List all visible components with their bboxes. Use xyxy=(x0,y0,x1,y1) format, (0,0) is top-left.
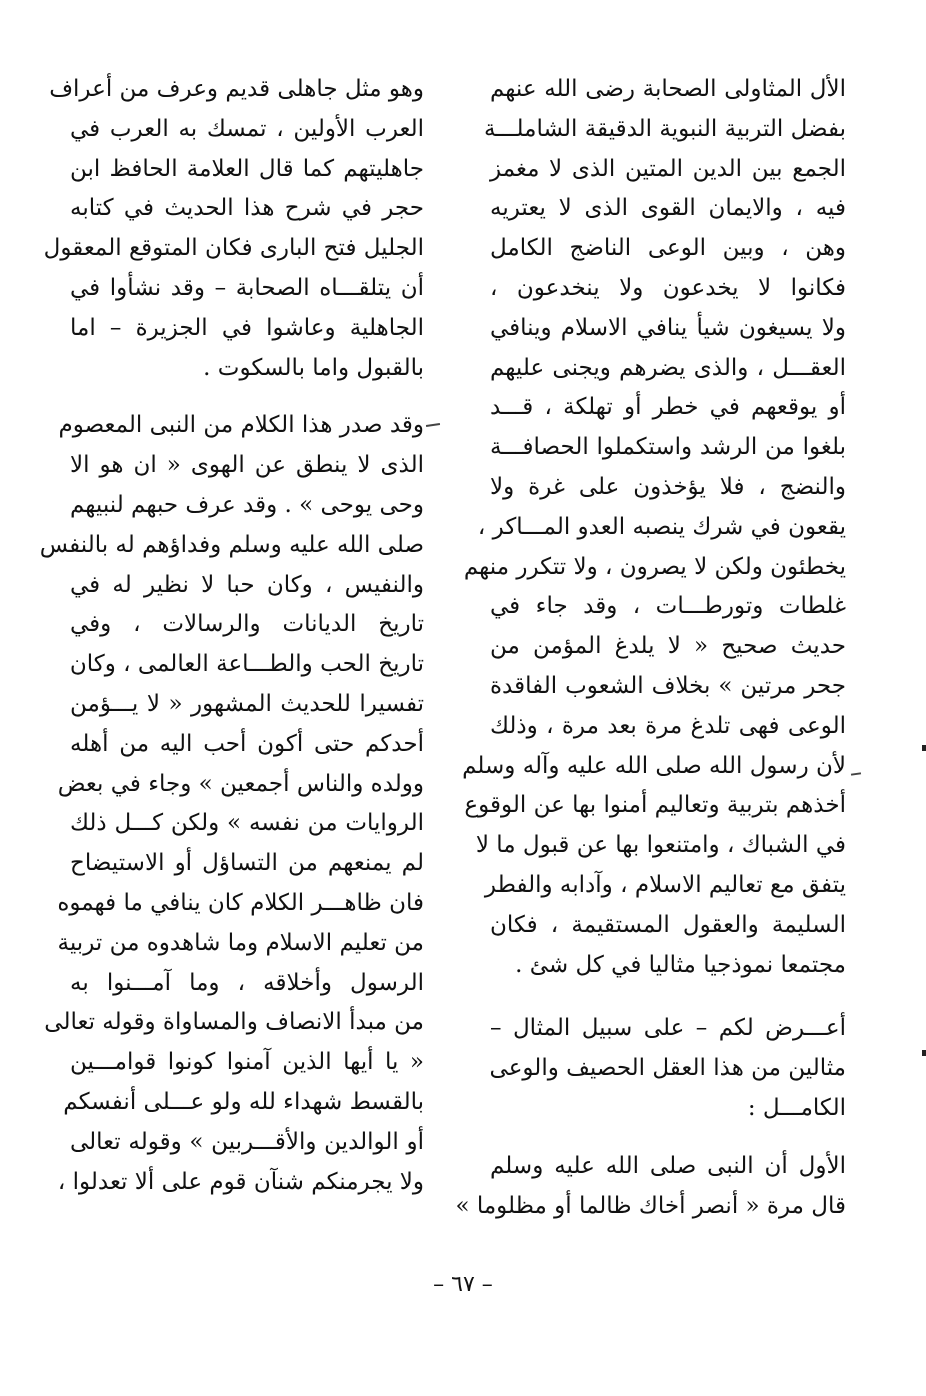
text-line: فان ظاهـــر الكلام كان ينافي ما فهموه xyxy=(57,889,424,916)
text-line: الجليل فتح البارى فكان المتوقع المعقول xyxy=(43,235,424,262)
text-line: قال مرة « أنصر أخاك ظالما أو مظلوما » xyxy=(455,1192,846,1219)
text-line: وحى يوحى » . وقد عرف حبهم لنبيهم xyxy=(70,491,424,518)
text-line: بالقسط شهداء لله ولو عـــلى أنفسكم xyxy=(63,1088,424,1115)
text-line: بلغوا من الرشد واستكملوا الحصافـــة xyxy=(490,434,846,461)
text-line: حجر في شرح هذا الحديث في كتابه xyxy=(70,195,424,222)
text-line: الروايات من نفسه » ولكن كـــل ذلك xyxy=(70,810,424,837)
text-line: بفضل التربية النبوية الدقيقة الشاملـــة xyxy=(483,115,846,142)
margin-dot-mark xyxy=(922,1050,926,1056)
text-line: ولا يسيغون شيأ ينافي الاسلام وينافي xyxy=(490,314,846,341)
page-number: – ٦٧ – xyxy=(433,1272,493,1297)
text-line: يتفق مع تعاليم الاسلام ، وآدابه والفطر xyxy=(484,871,846,898)
text-line: لأن رسول الله صلى الله عليه وآله وسلم xyxy=(462,752,846,779)
text-line: الوعى فهى تلدغ مرة بعد مرة ، وذلك xyxy=(490,712,846,739)
text-line: يقعون في شرك ينصبه العدو المـــاكر ، xyxy=(477,513,846,540)
text-line: السليمة والعقول المستقيمة ، فكان xyxy=(490,911,846,938)
text-line: وهو مثل جاهلى قديم وعرف من أعراف xyxy=(49,76,424,102)
left-paragraph-1 xyxy=(43,70,424,388)
text-line: والنضج ، فلا يؤخذون على غرة ولا xyxy=(490,473,846,500)
text-line: صلى الله عليه وسلم وفداؤهم له بالنفس xyxy=(39,531,424,558)
margin-dot-mark xyxy=(922,745,926,751)
right-paragraph-2 xyxy=(490,1009,846,1128)
text-line: من مبدأ الانصاف والمساواة وقوله تعالى xyxy=(44,1009,424,1036)
text-line: الذى لا ينطق عن الهوى « ان هو الا xyxy=(70,452,424,479)
text-line: حديث صحيح « لا يلدغ المؤمن من xyxy=(490,633,846,660)
text-line: أو يوقعهم في خطر أو تهلكة ، قـــد xyxy=(490,394,846,421)
right-paragraph-3 xyxy=(455,1147,846,1227)
text-line: الأل المثاولى الصحابة رضى الله عنهم xyxy=(490,76,846,102)
left-column xyxy=(39,70,424,1202)
margin-tick-mark xyxy=(426,423,440,427)
text-line: تاريخ الحب والطـــاعة العالمى ، وكان xyxy=(69,651,424,678)
text-line: أحدكم حتى أكون أحب اليه من أهله xyxy=(70,730,424,757)
text-line: العرب الأولين ، تمسك به العرب في xyxy=(70,115,424,142)
text-line: أخذهم بتربية وتعاليم أمنوا بها عن الوقوع xyxy=(464,792,846,819)
text-line: العقـــل ، والذى يضرهم ويجنى عليهم xyxy=(490,354,846,381)
text-line: جحر مرتين » بخلاف الشعوب الفاقدة xyxy=(490,672,846,699)
text-line: الأول أن النبى صلى الله عليه وسلم xyxy=(490,1152,846,1179)
right-column xyxy=(455,70,846,1226)
text-line: وقد صدر هذا الكلام من النبى المعصوم xyxy=(58,412,424,439)
text-line: ولا يجرمنكم شنآن قوم على ألا تعدلوا ، xyxy=(57,1168,424,1195)
text-line: أو الوالدين والأقـــربين » وقوله تعالى xyxy=(70,1128,424,1155)
text-line: الجاهلية وعاشوا في الجزيرة – اما xyxy=(70,314,424,341)
text-line: الرسول وأخلاقه ، وما آمـــنوا به xyxy=(70,969,424,996)
text-line: مثالين من هذا العقل الحصيف والوعى xyxy=(489,1055,846,1082)
margin-tick-mark xyxy=(851,772,861,775)
text-line: وولده والناس أجمعين » وجاء في بعض xyxy=(57,770,424,797)
text-line: لم يمنعهم من التساؤل أو الاستيضاح xyxy=(70,850,424,877)
text-line: فيه ، والايمان القوى الذى لا يعتريه xyxy=(490,195,846,222)
right-paragraph-1 xyxy=(462,70,846,985)
text-line: الجمع بين الدين المتين الذى لا مغمز xyxy=(490,155,846,182)
text-line: غلطات وتورطـــات ، وقد جاء في xyxy=(490,593,846,620)
left-paragraph-2 xyxy=(39,406,424,1202)
text-line: تاريخ الديانات والرسالات ، وفي xyxy=(70,611,424,638)
text-line: والنفيس ، وكان حبا لا نظير له في xyxy=(70,571,424,598)
text-line: بالقبول واما بالسكوت . xyxy=(203,354,424,381)
text-line: يخطئون ولكن لا يصرون ، ولا تتكرر منهم xyxy=(463,553,846,580)
text-line: الكامـــل : xyxy=(747,1094,846,1121)
text-line: جاهليتهم كما قال العلامة الحافظ ابن xyxy=(70,155,424,182)
text-line: أن يتلقـــاه الصحابة – وقد نشأوا في xyxy=(70,274,424,301)
text-line: تفسيرا للحديث المشهور « لا يـــؤمن xyxy=(70,690,424,717)
text-line: وهن ، وبين الوعى الناضج الكامل xyxy=(490,235,846,262)
text-line: في الشباك ، وامتنعوا بها عن قبول ما لا xyxy=(475,832,846,859)
text-line: « يا أيها الذين آمنوا كونوا قوامـــين xyxy=(70,1049,424,1076)
text-line: فكانوا لا يخدعون ولا ينخدعون ، xyxy=(490,274,846,301)
text-line: أعـــرض لكم – على سبيل المثال – xyxy=(490,1015,846,1042)
text-line: من تعليم الاسلام وما شاهدوه من تربية xyxy=(57,929,424,956)
text-line: مجتمعا نموذجيا مثاليا في كل شئ . xyxy=(515,951,846,978)
